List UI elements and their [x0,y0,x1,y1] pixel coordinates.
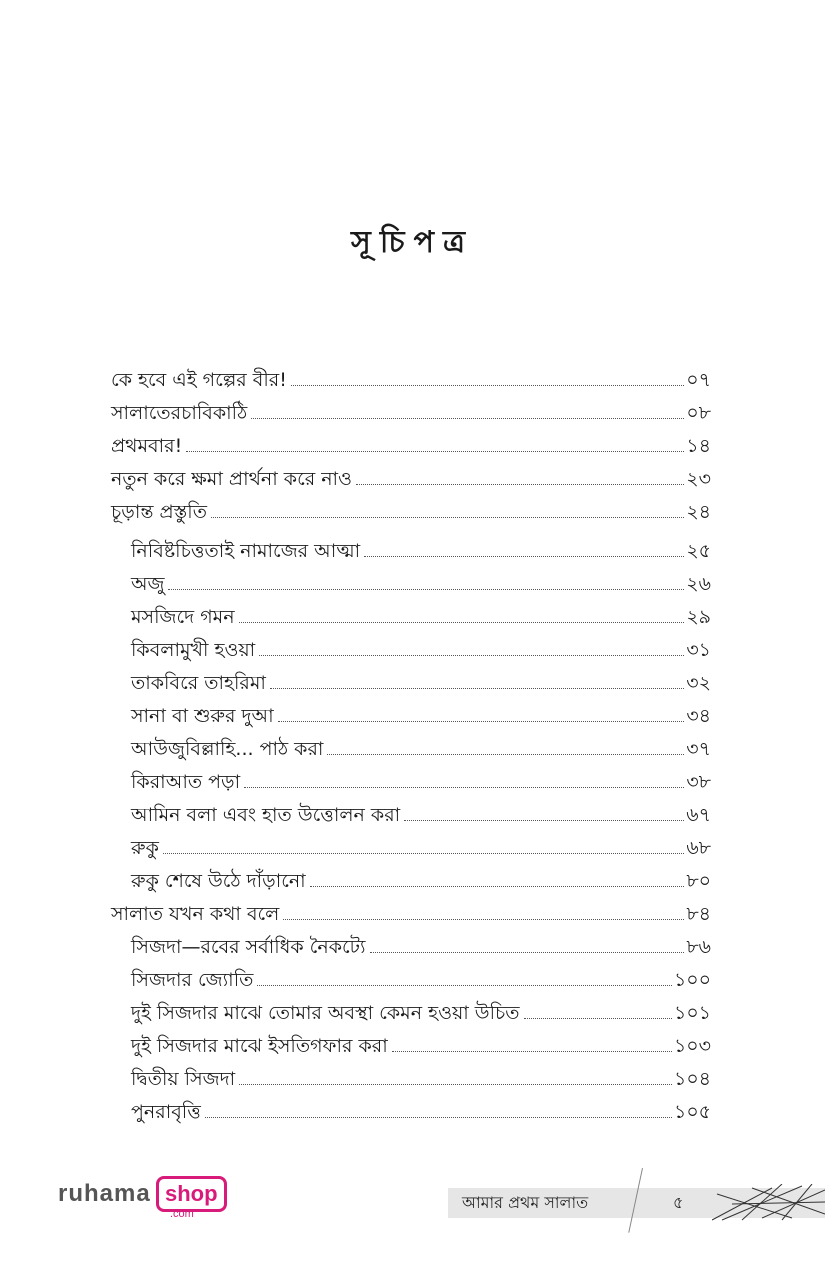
toc-leader-dots [163,853,684,854]
toc-entry-title: রুকু [131,837,159,859]
toc-entry [111,700,711,733]
footer-page-number: ৫ [673,1193,684,1212]
toc-entry-page: ২৪ [686,501,711,523]
toc-entry [111,832,711,865]
table-of-contents [111,364,711,1129]
logo-shop-badge: shop [156,1176,227,1212]
toc-entry-title: সানা বা শুরুর দুআ [131,705,274,727]
toc-entry-page: ৮০ [686,870,711,892]
toc-entry-page: ৩৪ [686,705,711,727]
toc-entry [111,496,711,529]
toc-entry-title: মসজিদে গমন [131,606,235,628]
toc-entry-title: আউজুবিল্লাহি... পাঠ করা [131,738,324,760]
toc-entry [111,634,711,667]
toc-entry-title: সালাত যখন কথা বলে [111,903,280,925]
toc-entry [111,568,711,601]
toc-entry-page: ০৮ [686,402,711,424]
toc-entry-page: ৬৮ [686,837,711,859]
toc-entry [111,964,711,997]
toc-entry-title: দুই সিজদার মাঝে তোমার অবস্থা কেমন হওয়া উচিত [131,1002,520,1024]
toc-entry-title: নতুন করে ক্ষমা প্রার্থনা করে নাও [111,468,353,490]
toc-entry [111,364,711,397]
toc-entry [111,1063,711,1096]
toc-leader-dots [404,820,684,821]
toc-leader-dots [244,787,684,788]
toc-entry-page: ১০৫ [673,1101,711,1123]
toc-leader-dots [239,1084,672,1085]
toc-entry-title: অজু [131,573,165,595]
toc-entry-page: ৩৭ [686,738,711,760]
toc-entry-title: কে হবে এই গল্পের বীর! [111,369,287,391]
toc-entry [111,463,711,496]
toc-leader-dots [364,556,684,557]
toc-entry [111,397,711,430]
toc-entry-title: সিজদার জ্যোতি [131,969,254,991]
toc-entry-page: ৮৬ [686,936,711,958]
publisher-logo [58,1176,228,1220]
toc-entry-page: ১০৪ [673,1068,711,1090]
toc-leader-dots [327,754,684,755]
toc-entry [111,931,711,964]
footer-book-title: আমার প্রথম সালাত [462,1193,589,1212]
toc-entry-page: ৩৮ [686,771,711,793]
toc-leader-dots [356,484,684,485]
toc-entry-page: ২৫ [686,540,711,562]
toc-leader-dots [291,385,684,386]
toc-entry [111,430,711,463]
page-title: সূচিপত্র [351,225,474,260]
toc-leader-dots [524,1018,672,1019]
toc-entry-title: সিজদা—রবের সর্বাধিক নৈকট্যে [131,936,366,958]
toc-leader-dots [259,655,684,656]
toc-entry-page: ১০৩ [673,1035,711,1057]
toc-entry-title: কিরাআত পড়া [131,771,241,793]
toc-entry-page: ৩২ [686,672,711,694]
toc-leader-dots [239,622,685,623]
toc-entry-title: প্রথমবার! [111,435,183,457]
toc-entry-page: ১০০ [673,969,711,991]
toc-entry-title: পুনরাবৃত্তি [131,1101,201,1123]
toc-leader-dots [168,589,684,590]
toc-entry-title: আমিন বলা এবং হাত উত্তোলন করা [131,804,401,826]
logo-wordmark: ruhama [58,1180,151,1207]
toc-entry [111,1096,711,1129]
toc-entry-page: ১৪ [686,435,711,457]
toc-entry-page: ৩১ [686,639,711,661]
toc-entry [111,667,711,700]
toc-entry-page: ১০১ [673,1002,711,1024]
toc-entry-title: দুই সিজদার মাঝে ইসতিগফার করা [131,1035,388,1057]
toc-entry-page: ০৭ [686,369,711,391]
toc-leader-dots [257,985,672,986]
toc-entry-page: ৮৪ [686,903,711,925]
toc-entry-title: চূড়ান্ত প্রস্তুতি [111,501,207,523]
footer-line-pattern [712,1184,825,1222]
toc-entry-title: রুকু শেষে উঠে দাঁড়ানো [131,870,306,892]
toc-entry-title: কিবলামুখী হওয়া [131,639,256,661]
toc-entry [111,865,711,898]
toc-leader-dots [310,886,685,887]
toc-entry [111,898,711,931]
toc-leader-dots [211,517,684,518]
toc-leader-dots [270,688,684,689]
toc-leader-dots [278,721,685,722]
toc-entry-title: তাকবিরে তাহরিমা [131,672,266,694]
toc-entry [111,766,711,799]
toc-entry-title: সালাতেরচাবিকাঠি [111,402,248,424]
toc-entry-page: ২৩ [686,468,711,490]
toc-leader-dots [392,1051,672,1052]
toc-entry-title: দ্বিতীয় সিজদা [131,1068,236,1090]
toc-leader-dots [251,418,684,419]
toc-entry [111,799,711,832]
toc-leader-dots [370,952,685,953]
toc-entry [111,1030,711,1063]
toc-entry-page: ৬৭ [686,804,711,826]
toc-entry [111,535,711,568]
toc-entry-page: ২৯ [686,606,711,628]
toc-entry [111,601,711,634]
toc-leader-dots [186,451,684,452]
logo-domain: .com [170,1208,194,1220]
toc-leader-dots [205,1117,672,1118]
toc-entry-page: ২৬ [686,573,711,595]
toc-entry-title: নিবিষ্টচিত্ততাই নামাজের আত্মা [131,540,361,562]
toc-entry [111,733,711,766]
toc-leader-dots [283,919,684,920]
toc-entry [111,997,711,1030]
